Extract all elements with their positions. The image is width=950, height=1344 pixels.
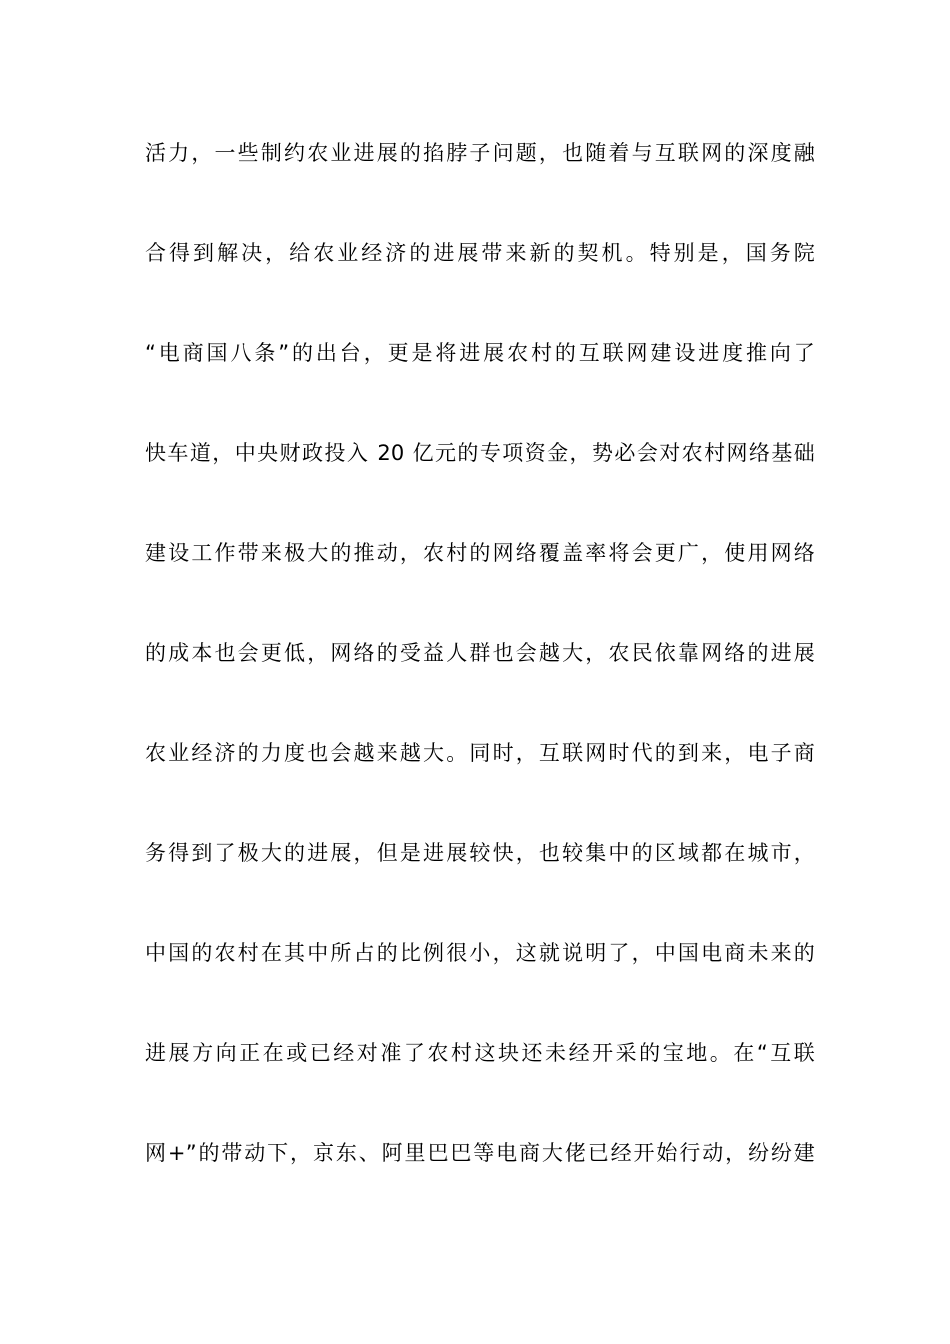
- text-line: “电商国八条”的出台，更是将进展农村的互联网建设进度推向了: [145, 341, 815, 365]
- text-line: 的成本也会更低，网络的受益人群也会越大，农民依靠网络的进展: [145, 641, 815, 665]
- text-line: 建设工作带来极大的推动，农村的网络覆盖率将会更广，使用网络: [145, 541, 815, 565]
- text-line: 快车道，中央财政投入 20 亿元的专项资金，势必会对农村网络基础: [145, 441, 815, 465]
- text-line: 合得到解决，给农业经济的进展带来新的契机。特别是，国务院: [145, 241, 815, 265]
- text-line: 活力，一些制约农业进展的掐脖子问题，也随着与互联网的深度融: [145, 141, 815, 165]
- body-text: [145, 128, 815, 1228]
- text-line: 进展方向正在或已经对准了农村这块还未经开采的宝地。在“互联: [145, 1041, 815, 1065]
- text-line: 农业经济的力度也会越来越大。同时，互联网时代的到来，电子商: [145, 741, 815, 765]
- text-line: 务得到了极大的进展，但是进展较快，也较集中的区域都在城市，: [145, 841, 815, 865]
- text-line: 中国的农村在其中所占的比例很小，这就说明了，中国电商未来的: [145, 941, 815, 965]
- text-line: 网+”的带动下，京东、阿里巴巴等电商大佬已经开始行动，纷纷建: [145, 1141, 815, 1165]
